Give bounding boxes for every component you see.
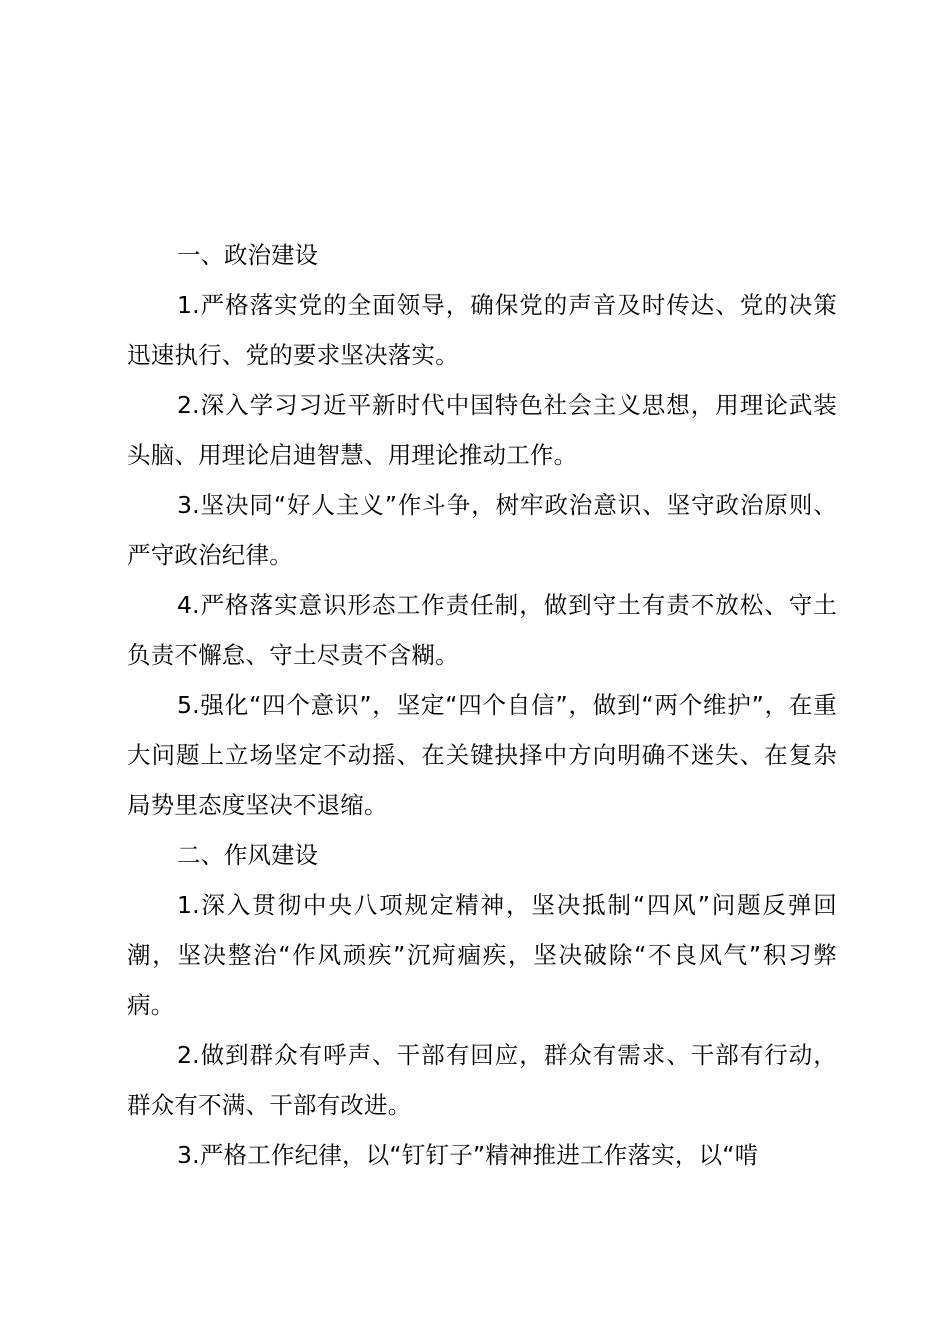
work-style-item-2: 2.做到群众有呼声、干部有回应，群众有需求、干部有行动，群众有不满、干部有改进。: [127, 1041, 837, 1119]
political-item-1: 1.严格落实党的全面领导，确保党的声音及时传达、党的决策迅速执行、党的要求坚决落实。: [127, 291, 837, 369]
political-item-5: 5.强化“四个意识”，坚定“四个自信”，做到“两个维护”，在重大问题上立场坚定不动摇、在关键抉择中方向明确不迷失、在复杂局势里态度坚决不退缩。: [127, 691, 837, 819]
document-body: [127, 230, 837, 1180]
political-item-3: 3.坚决同“好人主义”作斗争，树牢政治意识、坚守政治原则、严守政治纪律。: [127, 491, 837, 569]
political-item-4: 4.严格落实意识形态工作责任制，做到守土有责不放松、守土负责不懈怠、守土尽责不含糊。: [127, 591, 837, 669]
work-style-item-3: 3.严格工作纪律，以“钉钉子”精神推进工作落实，以“啃: [177, 1141, 759, 1169]
political-item-2: 2.深入学习习近平新时代中国特色社会主义思想，用理论武装头脑、用理论启迪智慧、用理论推动工作。: [127, 391, 837, 469]
section-heading-political: 一、政治建设: [177, 241, 318, 269]
work-style-item-1: 1.深入贯彻中央八项规定精神，坚决抵制“四风”问题反弹回潮，坚决整治“作风顽疾”沉疴痼疾，坚决破除“不良风气”积习弊病。: [127, 891, 837, 1019]
section-heading-work-style: 二、作风建设: [177, 841, 318, 869]
